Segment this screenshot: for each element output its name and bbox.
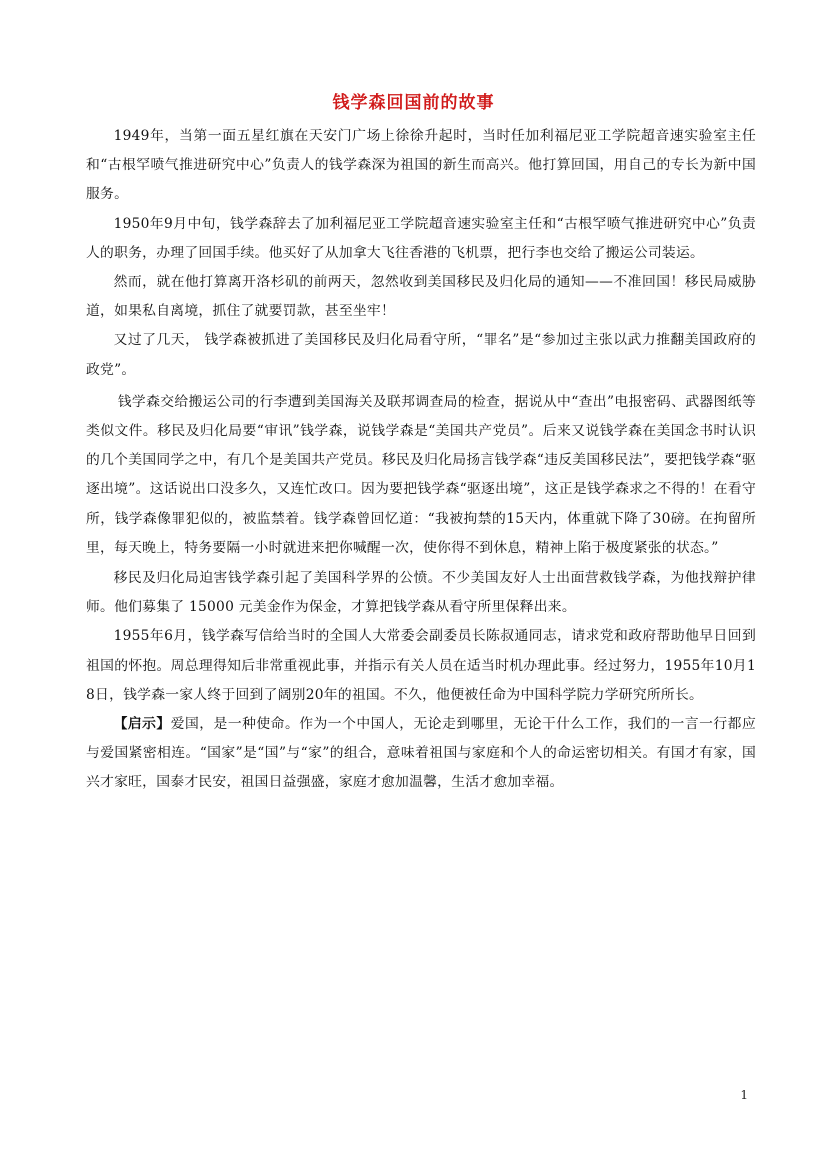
document-body bbox=[86, 122, 756, 798]
insight-text: 爱国，是一种使命。作为一个中国人，无论走到哪里，无论干什么工作，我们的一言一行都应与爱国紧密相连。“国家”是“国”与“家”的组合，意味着祖国与家庭和个人的命运密切相关。有国才有家，国兴才家旺，国泰才民安，祖国日益强盛，家庭才愈加温馨，生活才愈加幸福。 bbox=[86, 716, 756, 791]
insight-label: 【启示】 bbox=[113, 716, 171, 733]
paragraph-6: 移民及归化局迫害钱学森引起了美国科学界的公愤。不少美国友好人士出面营救钱学森，为他找辩护律师。他们募集了 15000 元美金作为保金，才算把钱学森从看守所里保释出来。 bbox=[86, 570, 756, 616]
insight-paragraph bbox=[86, 710, 756, 798]
paragraph-1: 1949年，当第一面五星红旗在天安门广场上徐徐升起时，当时任加利福尼亚工学院超音速实验室主任和“古根罕喷气推进研究中心”负责人的钱学森深为祖国的新生而高兴。他打算回国，用自己的专长为新中国服务。 bbox=[86, 128, 756, 203]
paragraph-3: 然而，就在他打算离开洛杉矶的前两天，忽然收到美国移民及归化局的通知——不准回国！移民局威胁道，如果私自离境，抓住了就要罚款，甚至坐牢！ bbox=[86, 274, 756, 320]
paragraph-4: 又过了几天， 钱学森被抓进了美国移民及归化局看守所，“罪名”是“参加过主张以武力推翻美国政府的政党”。 bbox=[86, 332, 756, 378]
paragraph-7: 1955年6月，钱学森写信给当时的全国人大常委会副委员长陈叔通同志，请求党和政府帮助他早日回到祖国的怀抱。周总理得知后非常重视此事，并指示有关人员在适当时机办理此事。经过努力，1955年10月18日，钱学森一家人终于回到了阔别20年的祖国。不久，他便被任命为中国科学院力学研究所所长。 bbox=[86, 628, 756, 703]
page-number: 1 bbox=[740, 1088, 748, 1102]
paragraph-2: 1950年9月中旬，钱学森辞去了加利福尼亚工学院超音速实验室主任和“古根罕喷气推进研究中心”负责人的职务，办理了回国手续。他买好了从加拿大飞往香港的飞机票，把行李也交给了搬运公司装运。 bbox=[86, 215, 756, 261]
document-title: 钱学森回国前的故事 bbox=[332, 93, 495, 113]
paragraph-5: 钱学森交给搬运公司的行李遭到美国海关及联邦调查局的检查，据说从中“查出”电报密码、武器图纸等类似文件。移民及归化局要“审讯”钱学森，说钱学森是“美国共产党员”。后来又说钱学森在美国念书时认识的几个美国同学之中，有几个是美国共产党员。移民及归化局扬言钱学森“违反美国移民法”，要把钱学森“驱逐出境”。这话说出口没多久，又连忙改口。因为要把钱学森“驱逐出境”，这正是钱学森求之不得的！在看守所，钱学森像罪犯似的，被监禁着。钱学森曾回忆道：“我被拘禁的15天内，体重就下降了30磅。在拘留所里，每天晚上，特务要隔一小时就进来把你喊醒一次，使你得不到休息，精神上陷于极度紧张的状态。” bbox=[86, 393, 756, 556]
